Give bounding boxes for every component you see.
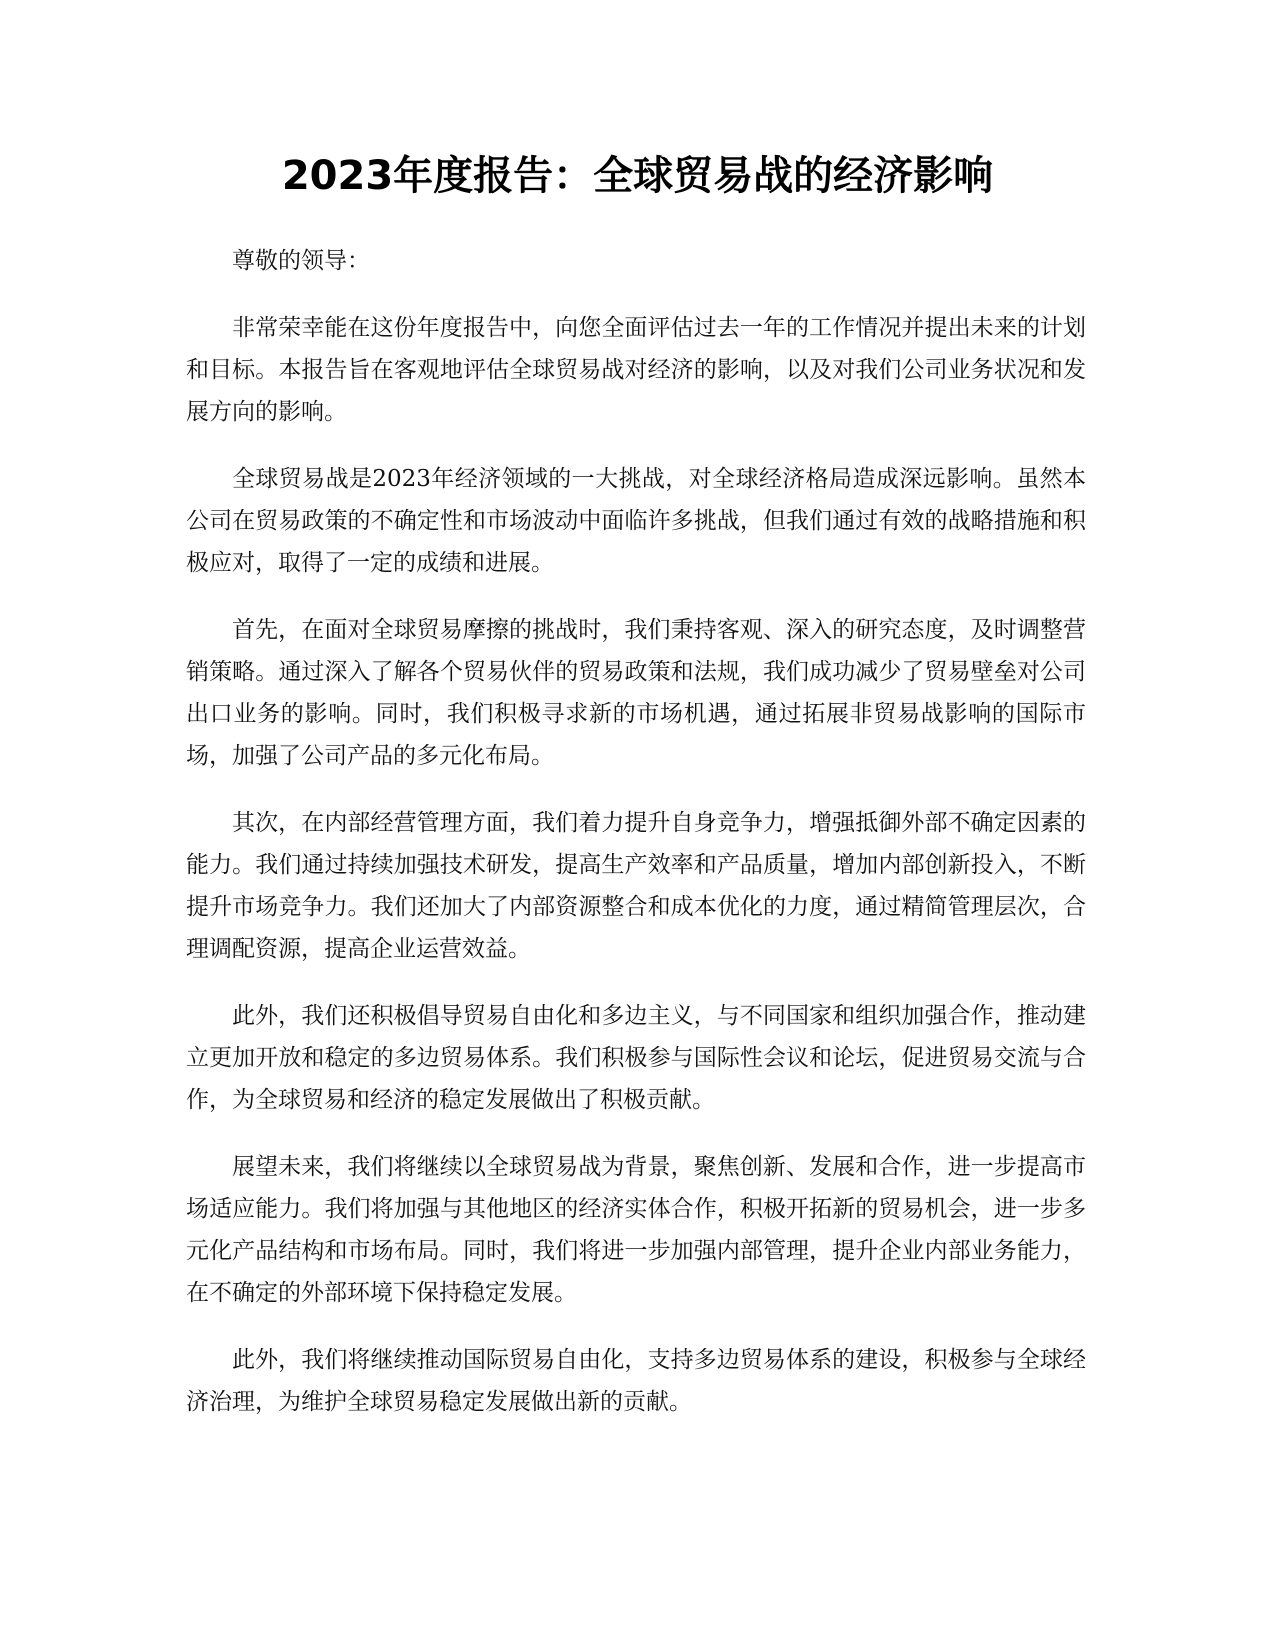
document-body xyxy=(186,240,1086,1448)
paragraph-1: 非常荣幸能在这份年度报告中，向您全面评估过去一年的工作情况并提出未来的计划和目标。本报告旨在客观地评估全球贸易战对经济的影响，以及对我们公司业务状况和发展方向的影响。 xyxy=(186,315,1086,425)
paragraph-7: 此外，我们将继续推动国际贸易自由化，支持多边贸易体系的建设，积极参与全球经济治理，为维护全球贸易稳定发展做出新的贡献。 xyxy=(186,1347,1086,1415)
paragraph-5: 此外，我们还积极倡导贸易自由化和多边主义，与不同国家和组织加强合作，推动建立更加开放和稳定的多边贸易体系。我们积极参与国际性会议和论坛，促进贸易交流与合作，为全球贸易和经济的稳定发展做出了积极贡献。 xyxy=(186,1003,1086,1113)
document-title: 2023年度报告：全球贸易战的经济影响 xyxy=(281,153,994,199)
paragraph-6: 展望未来，我们将继续以全球贸易战为背景，聚焦创新、发展和合作，进一步提高市场适应能力。我们将加强与其他地区的经济实体合作，积极开拓新的贸易机会，进一步多元化产品结构和市场布局。同时，我们将进一步加强内部管理，提升企业内部业务能力，在不确定的外部环境下保持稳定发展。 xyxy=(186,1154,1086,1306)
paragraph-2: 全球贸易战是2023年经济领域的一大挑战，对全球经济格局造成深远影响。虽然本公司在贸易政策的不确定性和市场波动中面临许多挑战，但我们通过有效的战略措施和积极应对，取得了一定的成绩和进展。 xyxy=(186,466,1086,576)
paragraph-3: 首先，在面对全球贸易摩擦的挑战时，我们秉持客观、深入的研究态度，及时调整营销策略。通过深入了解各个贸易伙伴的贸易政策和法规，我们成功减少了贸易壁垒对公司出口业务的影响。同时，我们积极寻求新的市场机遇，通过拓展非贸易战影响的国际市场，加强了公司产品的多元化布局。 xyxy=(186,617,1086,769)
paragraph-4: 其次，在内部经营管理方面，我们着力提升自身竞争力，增强抵御外部不确定因素的能力。我们通过持续加强技术研发，提高生产效率和产品质量，增加内部创新投入，不断提升市场竞争力。我们还加大了内部资源整合和成本优化的力度，通过精简管理层次，合理调配资源，提高企业运营效益。 xyxy=(186,810,1086,962)
salutation: 尊敬的领导： xyxy=(232,248,370,274)
